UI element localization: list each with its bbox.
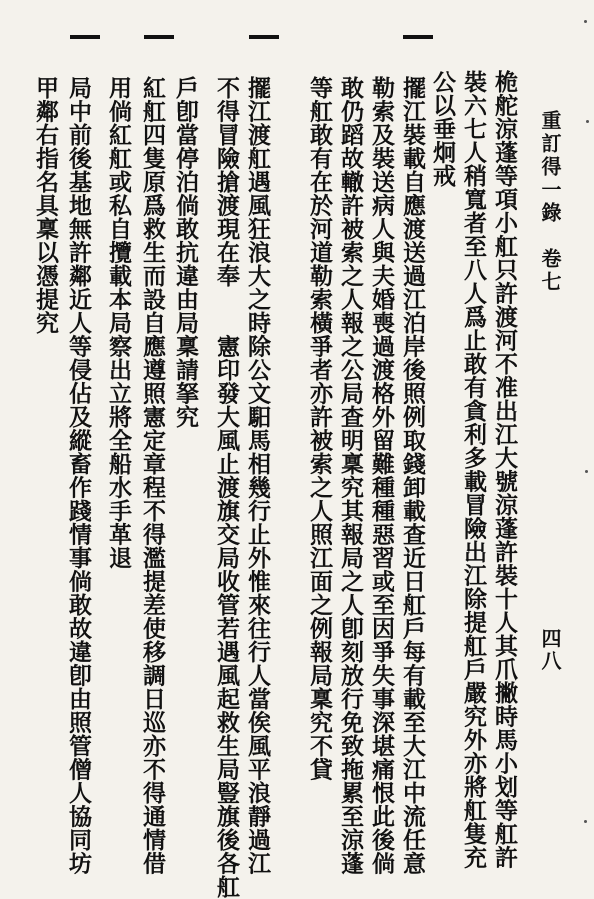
page-mark — [585, 470, 588, 473]
text-column: 裝六七人稍寬者至八人爲止敢有貪利多載冒險出江除提舡戶嚴究外亦將舡隻充 — [460, 70, 487, 869]
text-column: 戶卽當停泊倘敢抗違由局稟請拏究 — [172, 76, 199, 429]
text-column: 等舡敢有在於河道勒索橫爭者亦許被索之人照江面之例報局稟究不貸 — [306, 76, 333, 781]
text-column: 紅舡四隻原爲救生而設自應遵照憲定章程不得濫提差使移調日巡亦不得通情借 — [139, 76, 166, 875]
page-mark — [584, 20, 587, 23]
page-mark — [586, 120, 589, 123]
section-mark — [144, 35, 174, 39]
section-mark — [70, 35, 100, 39]
text-column: 甲鄰右指名具稟以憑提究 — [32, 76, 59, 335]
text-column: 敢仍蹈故轍許被索之人報之公局查明稟究其報局之人卽刻放行免致拖累至涼蓬 — [337, 76, 364, 875]
page-number: 四八 — [538, 628, 562, 672]
text-column: 局中前後基地無許鄰近人等侵佔及縱畜作踐情事倘敢故違卽由照管僧人協同坊 — [65, 76, 92, 875]
section-mark — [249, 35, 279, 39]
header-title: 重訂得一錄 卷七 — [538, 110, 562, 294]
text-column: 用倘紅舡或私自攬載本局察出立將全船水手革退 — [105, 76, 132, 570]
text-column: 勒索及裝送病人與夫婚喪過渡格外留難種種惡習或至因爭失事深堪痛恨此後倘 — [368, 76, 395, 875]
section-mark — [403, 35, 433, 39]
text-column: 擺江裝載自應渡送過江泊岸後照例取錢卸載查近日舡戶每有載至大江中流任意 — [399, 76, 426, 875]
text-column: 公以垂炯戒 — [429, 70, 456, 188]
text-column: 不得冒險搶渡現在奉 憲印發大風止渡旗交局收管若遇風起救生局豎旗後各舡 — [213, 76, 240, 899]
text-column: 桅舵涼蓬等項小舡只許渡河不准出江大號涼蓬許裝十人其爪撇時馬小划等舡許 — [491, 70, 518, 869]
page-mark — [584, 820, 587, 823]
text-column: 擺江渡舡遇風狂浪大之時除公文馹馬相幾行止外惟來往行人當俟風平浪靜過江 — [244, 76, 271, 875]
